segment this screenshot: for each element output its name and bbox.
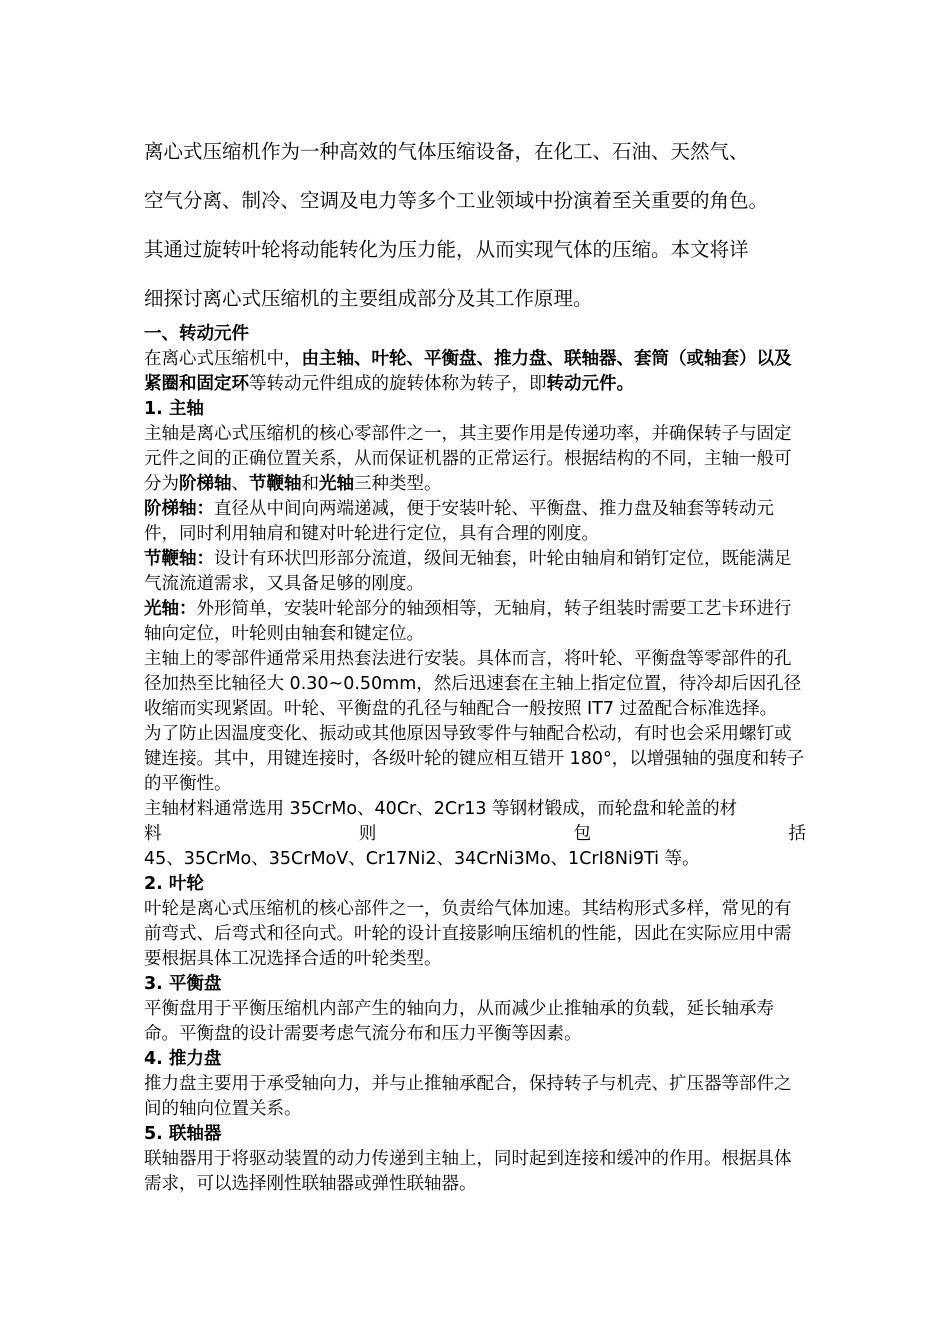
- paragraph-key-connection: 为了防止因温度变化、振动或其他原因导致零件与轴配合松动，有时也会采用螺钉或键连接。其中，用键连接时，各级叶轮的键应相互错开 180°，以增强轴的强度和转子的平衡性。: [144, 724, 805, 794]
- spread-char: 料: [144, 824, 162, 844]
- intro-line-1: 离心式压缩机作为一种高效的气体压缩设备，在化工、石油、天然气、: [144, 140, 749, 163]
- bold-label: 节鞭轴：: [144, 549, 214, 569]
- paragraph-coupling: 联轴器用于将驱动装置的动力传递到主轴上，同时起到连接和缓冲的作用。根据具体需求，可以选择刚性联轴器或弹性联轴器。: [144, 1149, 792, 1194]
- paragraph-impeller: 叶轮是离心式压缩机的核心部件之一，负责给气体加速。其结构形式多样，常见的有前弯式、后弯式和径向式。叶轮的设计直接影响压缩机的性能，因此在实际应用中需要根据具体工况选择合适的叶轮类型。: [144, 899, 792, 969]
- intro-line-2: 空气分离、制冷、空调及电力等多个工业领域中扮演着至关重要的角色。: [144, 189, 769, 212]
- paragraph-smooth-shaft: [144, 597, 808, 647]
- subheading-main-shaft: 1. 主轴: [144, 399, 204, 419]
- spread-char: 括: [788, 824, 806, 844]
- text-span: 三种类型。: [354, 474, 442, 494]
- paragraph-material-line-2: [144, 822, 806, 847]
- subheading-coupling: 5. 联轴器: [144, 1124, 222, 1144]
- document-body: [144, 322, 808, 1197]
- bold-span: 光轴: [319, 474, 354, 494]
- spread-char: 则: [358, 824, 377, 844]
- bold-span: 由主轴、叶轮、平衡盘、推力盘、联轴器、套筒（或轴套）以及紧圈和固定环: [144, 349, 792, 394]
- bold-span: 阶梯轴: [179, 474, 232, 494]
- paragraph-balance-disc: 平衡盘用于平衡压缩机内部产生的轴向力，从而减少止推轴承的负载，延长轴承寿命。平衡盘的设计需要考虑气流分布和压力平衡等因素。: [144, 999, 774, 1044]
- text-span: 和: [301, 474, 319, 494]
- text-span: 设计有环状凹形部分流道，级间无轴套，叶轮由轴肩和销钉定位，既能满足气流流道需求，又具备足够的刚度。: [144, 549, 792, 594]
- bold-label: 阶梯轴：: [144, 499, 214, 519]
- paragraph-material-line-1: 主轴材料通常选用 35CrMo、40Cr、2Cr13 等钢材锻成，而轮盘和轮盖的材: [144, 799, 738, 819]
- text-span: 在离心式压缩机中，: [144, 349, 302, 369]
- paragraph-shrink-fit: 主轴上的零部件通常采用热套法进行安装。具体而言，将叶轮、平衡盘等零部件的孔径加热至比轴径大 0.30~0.50mm，然后迅速套在主轴上指定位置，待冷却后因孔径收缩而实现紧固。叶轮、平衡盘的孔径与轴配合一般按照 IT7 过盈配合标准选择。: [144, 649, 802, 719]
- subheading-thrust-disc: 4. 推力盘: [144, 1049, 222, 1069]
- text-span: 外形简单，安装叶轮部分的轴颈相等，无轴肩，转子组装时需要工艺卡环进行轴向定位，叶轮则由轴套和键定位。: [144, 599, 792, 644]
- text-span: 直径从中间向两端递减，便于安装叶轮、平衡盘、推力盘及轴套等转动元件，同时利用轴肩和键对叶轮进行定位，具有合理的刚度。: [144, 499, 774, 544]
- paragraph-stepped-shaft: [144, 497, 808, 547]
- spread-char: 包: [573, 824, 592, 844]
- text-span: 等转动元件组成的旋转体称为转子，即: [249, 374, 547, 394]
- intro-line-3: 其通过旋转叶轮将动能转化为压力能，从而实现气体的压缩。本文将详: [144, 238, 749, 261]
- text-span: 、: [231, 474, 249, 494]
- subheading-balance-disc: 3. 平衡盘: [144, 974, 222, 994]
- section-heading-rotating-parts: 一、转动元件: [144, 324, 249, 344]
- text-span: 主轴是离心式压缩机的核心零部件之一，其主要作用是传递功率，并确保转子与固定元件之间的正确位置关系，从而保证机器的正常运行。根据结构的不同，主轴一般可分为: [144, 424, 792, 494]
- intro-line-4: 细探讨离心式压缩机的主要组成部分及其工作原理。: [144, 287, 593, 310]
- bold-label: 光轴：: [144, 599, 197, 619]
- subheading-impeller: 2. 叶轮: [144, 874, 204, 894]
- bold-span: 转动元件。: [546, 374, 634, 394]
- paragraph-main-shaft-intro: [144, 422, 808, 497]
- paragraph-rotor-definition: [144, 347, 808, 397]
- bold-span: 节鞭轴: [249, 474, 302, 494]
- paragraph-thrust-disc: 推力盘主要用于承受轴向力，并与止推轴承配合，保持转子与机壳、扩压器等部件之间的轴向位置关系。: [144, 1074, 792, 1119]
- paragraph-node-shaft: [144, 547, 808, 597]
- paragraph-material-line-3: 45、35CrMo、35CrMoV、Cr17Ni2、34CrNi3Mo、1CrI8Ni9Ti 等。: [144, 849, 700, 869]
